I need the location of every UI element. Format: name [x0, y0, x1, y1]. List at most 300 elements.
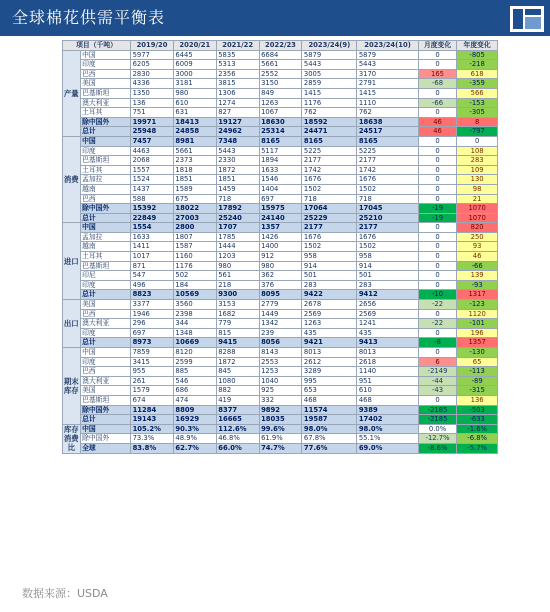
value-cell: 435 [302, 328, 357, 338]
value-cell: 8120 [173, 348, 216, 358]
value-cell: 1633 [131, 232, 174, 242]
value-cell: 1459 [216, 184, 259, 194]
section-label: 出口 [63, 300, 81, 348]
value-cell: 2569 [302, 309, 357, 319]
value-cell: 2656 [357, 300, 419, 310]
table-row [63, 328, 498, 338]
value-cell: 995 [302, 376, 357, 386]
value-cell: 19127 [216, 117, 259, 127]
value-cell: 8165 [302, 136, 357, 146]
value-cell: 2552 [259, 69, 302, 79]
value-cell: 344 [173, 319, 216, 329]
row-label: 中国 [80, 348, 131, 358]
monthly-change-cell: 0 [418, 156, 456, 166]
table-row [63, 165, 498, 175]
value-cell: 25240 [216, 213, 259, 223]
yearly-change-cell: 130 [457, 175, 498, 185]
monthly-change-cell: 0 [418, 271, 456, 281]
value-cell: 3415 [131, 357, 174, 367]
monthly-change-cell: -10 [418, 290, 456, 300]
yearly-change-cell: 65 [457, 357, 498, 367]
yearly-change-cell: -123 [457, 300, 498, 310]
row-label: 巴西 [80, 367, 131, 377]
value-cell: 697 [259, 194, 302, 204]
value-cell: 5443 [302, 60, 357, 70]
value-cell: 2330 [216, 156, 259, 166]
monthly-change-cell: 0 [418, 223, 456, 233]
value-cell: 5443 [216, 146, 259, 156]
section-label: 消费 [63, 136, 81, 222]
value-cell: 1579 [131, 386, 174, 396]
value-cell: 1557 [131, 165, 174, 175]
row-label: 巴基斯坦 [80, 395, 131, 405]
value-cell: 5977 [131, 50, 174, 60]
value-cell: 9422 [302, 290, 357, 300]
value-cell: 474 [173, 395, 216, 405]
value-cell: 283 [302, 280, 357, 290]
table-row [63, 242, 498, 252]
monthly-change-cell: 0 [418, 348, 456, 358]
table-row [63, 223, 498, 233]
column-header: 年度变化 [457, 41, 498, 51]
value-cell: 2800 [173, 223, 216, 233]
value-cell: 3000 [173, 69, 216, 79]
row-label: 巴基斯坦 [80, 88, 131, 98]
yearly-change-cell: 21 [457, 194, 498, 204]
value-cell: 1140 [357, 367, 419, 377]
value-cell: 1524 [131, 175, 174, 185]
monthly-change-cell: 0 [418, 60, 456, 70]
monthly-change-cell: 0 [418, 242, 456, 252]
monthly-change-cell: -22 [418, 300, 456, 310]
yearly-change-cell: -6.8% [457, 434, 498, 444]
yearly-change-cell: -633 [457, 415, 498, 425]
yearly-change-cell: -5.7% [457, 443, 498, 453]
value-cell: 98.0% [357, 424, 419, 434]
value-cell: 8981 [173, 136, 216, 146]
value-cell: 468 [302, 395, 357, 405]
value-cell: 5117 [259, 146, 302, 156]
value-cell: 27003 [173, 213, 216, 223]
monthly-change-cell: 0 [418, 280, 456, 290]
value-cell: 547 [131, 271, 174, 281]
value-cell: 8973 [131, 338, 174, 348]
table-row [63, 319, 498, 329]
table-row [63, 136, 498, 146]
value-cell: 501 [302, 271, 357, 281]
value-cell: 1742 [302, 165, 357, 175]
value-cell: 958 [357, 252, 419, 262]
value-cell: 5879 [357, 50, 419, 60]
value-cell: 98.0% [302, 424, 357, 434]
value-cell: 376 [259, 280, 302, 290]
value-cell: 762 [357, 108, 419, 118]
value-cell: 18022 [173, 204, 216, 214]
value-cell: 8377 [216, 405, 259, 415]
value-cell: 1785 [216, 232, 259, 242]
value-cell: 25314 [259, 127, 302, 137]
value-cell: 2612 [302, 357, 357, 367]
value-cell: 11574 [302, 405, 357, 415]
section-label: 进口 [63, 223, 81, 300]
value-cell: 610 [173, 98, 216, 108]
value-cell: 1241 [357, 319, 419, 329]
value-cell: 17402 [357, 415, 419, 425]
value-cell: 24471 [302, 127, 357, 137]
row-label: 巴西 [80, 69, 131, 79]
value-cell: 6205 [131, 60, 174, 70]
row-label: 中国 [80, 223, 131, 233]
yearly-change-cell: 196 [457, 328, 498, 338]
value-cell: 6009 [173, 60, 216, 70]
value-cell: 3153 [216, 300, 259, 310]
table-row [63, 232, 498, 242]
value-cell: 871 [131, 261, 174, 271]
table-row [63, 146, 498, 156]
yearly-change-cell: -305 [457, 108, 498, 118]
value-cell: 5225 [357, 146, 419, 156]
row-label: 除中国外 [80, 405, 131, 415]
value-cell: 1894 [259, 156, 302, 166]
row-label: 印度 [80, 60, 131, 70]
row-label: 孟加拉 [80, 175, 131, 185]
value-cell: 1426 [259, 232, 302, 242]
supply-demand-table [62, 40, 498, 454]
value-cell: 218 [216, 280, 259, 290]
monthly-change-cell: 0 [418, 165, 456, 175]
value-cell: 1415 [302, 88, 357, 98]
column-header: 月度变化 [418, 41, 456, 51]
value-cell: 779 [216, 319, 259, 329]
row-label: 土耳其 [80, 165, 131, 175]
value-cell: 332 [259, 395, 302, 405]
value-cell: 1818 [173, 165, 216, 175]
row-label: 中国 [80, 50, 131, 60]
value-cell: 8165 [259, 136, 302, 146]
value-cell: 1707 [216, 223, 259, 233]
value-cell: 9415 [216, 338, 259, 348]
value-cell: 1348 [173, 328, 216, 338]
table-row [63, 271, 498, 281]
table-row [63, 175, 498, 185]
value-cell: 914 [302, 261, 357, 271]
row-label: 土耳其 [80, 108, 131, 118]
yearly-change-cell: 109 [457, 165, 498, 175]
monthly-change-cell: -66 [418, 98, 456, 108]
row-label: 越南 [80, 184, 131, 194]
value-cell: 496 [131, 280, 174, 290]
value-cell: 16665 [216, 415, 259, 425]
page-title: 全球棉花供需平衡表 [12, 8, 166, 27]
value-cell: 1872 [216, 165, 259, 175]
value-cell: 1415 [357, 88, 419, 98]
value-cell: 8013 [357, 348, 419, 358]
row-label: 印度 [80, 146, 131, 156]
value-cell: 5443 [357, 60, 419, 70]
value-cell: 74.7% [259, 443, 302, 453]
table-row [63, 280, 498, 290]
table-row [63, 98, 498, 108]
monthly-change-cell: -22 [418, 319, 456, 329]
value-cell: 19971 [131, 117, 174, 127]
value-cell: 2678 [302, 300, 357, 310]
table-row [63, 348, 498, 358]
value-cell: 3181 [173, 79, 216, 89]
value-cell: 25229 [302, 213, 357, 223]
value-cell: 546 [173, 376, 216, 386]
value-cell: 9892 [259, 405, 302, 415]
row-label: 全球 [80, 443, 131, 453]
value-cell: 1110 [357, 98, 419, 108]
value-cell: 501 [357, 271, 419, 281]
yearly-change-cell: -359 [457, 79, 498, 89]
yearly-change-cell: -797 [457, 127, 498, 137]
yearly-change-cell: 1070 [457, 204, 498, 214]
value-cell: 90.3% [173, 424, 216, 434]
monthly-change-cell: -44 [418, 376, 456, 386]
monthly-change-cell: 0 [418, 88, 456, 98]
value-cell: 55.1% [357, 434, 419, 444]
value-cell: 1554 [131, 223, 174, 233]
monthly-change-cell: 46 [418, 117, 456, 127]
yearly-change-cell: 1357 [457, 338, 498, 348]
value-cell: 1274 [216, 98, 259, 108]
value-cell: 136 [131, 98, 174, 108]
value-cell: 1502 [357, 242, 419, 252]
monthly-change-cell: 0 [418, 194, 456, 204]
value-cell: 718 [357, 194, 419, 204]
row-label: 除中国外 [80, 204, 131, 214]
value-cell: 22849 [131, 213, 174, 223]
monthly-change-cell: 0 [418, 328, 456, 338]
value-cell: 2791 [357, 79, 419, 89]
table-row [63, 127, 498, 137]
value-cell: 631 [173, 108, 216, 118]
yearly-change-cell: -66 [457, 261, 498, 271]
value-cell: 1807 [173, 232, 216, 242]
value-cell: 3150 [259, 79, 302, 89]
value-cell: 1342 [259, 319, 302, 329]
value-cell: 7457 [131, 136, 174, 146]
yearly-change-cell: -153 [457, 98, 498, 108]
table-row [63, 443, 498, 453]
value-cell: 17064 [302, 204, 357, 214]
row-label: 巴基斯坦 [80, 156, 131, 166]
value-cell: 24517 [357, 127, 419, 137]
monthly-change-cell: 0 [418, 232, 456, 242]
value-cell: 588 [131, 194, 174, 204]
section-label: 库存消费比 [63, 425, 79, 453]
table-row [63, 108, 498, 118]
value-cell: 1176 [302, 98, 357, 108]
value-cell: 1357 [259, 223, 302, 233]
table-row [63, 194, 498, 204]
value-cell: 362 [259, 271, 302, 281]
value-cell: 24858 [173, 127, 216, 137]
value-cell: 1411 [131, 242, 174, 252]
monthly-change-cell: 0 [418, 252, 456, 262]
column-header: 2021/22 [216, 41, 259, 51]
table-row [63, 367, 498, 377]
value-cell: 2618 [357, 357, 419, 367]
yearly-change-cell: -1.6% [457, 424, 498, 434]
value-cell: 1946 [131, 309, 174, 319]
yearly-change-cell: 93 [457, 242, 498, 252]
value-cell: 9413 [357, 338, 419, 348]
value-cell: 25210 [357, 213, 419, 223]
value-cell: 3170 [357, 69, 419, 79]
value-cell: 1589 [173, 184, 216, 194]
table-row [63, 50, 498, 60]
row-label: 总计 [80, 290, 131, 300]
value-cell: 1160 [173, 252, 216, 262]
monthly-change-cell: -8.6% [418, 443, 456, 453]
table-header [63, 41, 498, 51]
monthly-change-cell: 0 [418, 261, 456, 271]
value-cell: 815 [216, 328, 259, 338]
value-cell: 1633 [259, 165, 302, 175]
value-cell: 19587 [302, 415, 357, 425]
value-cell: 686 [173, 386, 216, 396]
value-cell: 3289 [302, 367, 357, 377]
monthly-change-cell: -43 [418, 386, 456, 396]
value-cell: 1404 [259, 184, 302, 194]
value-cell: 8143 [259, 348, 302, 358]
value-cell: 6445 [173, 50, 216, 60]
value-cell: 7859 [131, 348, 174, 358]
value-cell: 184 [173, 280, 216, 290]
row-label: 总计 [80, 213, 131, 223]
value-cell: 419 [216, 395, 259, 405]
yearly-change-cell: 136 [457, 395, 498, 405]
value-cell: 435 [357, 328, 419, 338]
value-cell: 2553 [259, 357, 302, 367]
row-label: 美国 [80, 300, 131, 310]
value-cell: 912 [259, 252, 302, 262]
table-header-row [63, 41, 498, 51]
row-label: 孟加拉 [80, 232, 131, 242]
supply-demand-table-container [62, 40, 498, 454]
value-cell: 980 [259, 261, 302, 271]
value-cell: 66.0% [216, 443, 259, 453]
column-header: 2022/23 [259, 41, 302, 51]
value-cell: 11284 [131, 405, 174, 415]
table-row [63, 376, 498, 386]
row-label: 印度 [80, 357, 131, 367]
value-cell: 885 [173, 367, 216, 377]
data-source: 数据来源：USDA [22, 587, 108, 600]
monthly-change-cell: -8 [418, 338, 456, 348]
value-cell: 1502 [302, 184, 357, 194]
table-row [63, 415, 498, 425]
value-cell: 15392 [131, 204, 174, 214]
row-label: 越南 [80, 242, 131, 252]
page-header [0, 0, 550, 36]
value-cell: 24140 [259, 213, 302, 223]
value-cell: 17045 [357, 204, 419, 214]
value-cell: 15975 [259, 204, 302, 214]
value-cell: 1176 [173, 261, 216, 271]
value-cell: 18592 [302, 117, 357, 127]
yearly-change-cell: 1317 [457, 290, 498, 300]
value-cell: 1676 [357, 232, 419, 242]
value-cell: 1851 [216, 175, 259, 185]
value-cell: 1067 [259, 108, 302, 118]
value-cell: 1502 [357, 184, 419, 194]
table-row [63, 261, 498, 271]
monthly-change-cell: 46 [418, 127, 456, 137]
table-row [63, 405, 498, 415]
value-cell: 1851 [173, 175, 216, 185]
value-cell: 1437 [131, 184, 174, 194]
value-cell: 296 [131, 319, 174, 329]
value-cell: 561 [216, 271, 259, 281]
value-cell: 1676 [302, 232, 357, 242]
value-cell: 8095 [259, 290, 302, 300]
value-cell: 8013 [302, 348, 357, 358]
table-row [63, 357, 498, 367]
value-cell: 261 [131, 376, 174, 386]
value-cell: 10569 [173, 290, 216, 300]
monthly-change-cell: 0 [418, 108, 456, 118]
table-row [63, 309, 498, 319]
row-label: 除中国外 [80, 117, 131, 127]
yearly-change-cell: 139 [457, 271, 498, 281]
table-row [63, 290, 498, 300]
value-cell: 882 [216, 386, 259, 396]
table-row [63, 434, 498, 444]
value-cell: 7348 [216, 136, 259, 146]
monthly-change-cell: 0 [418, 146, 456, 156]
table-row [63, 79, 498, 89]
value-cell: 762 [302, 108, 357, 118]
row-label: 中国 [80, 424, 131, 434]
value-cell: 675 [173, 194, 216, 204]
row-label: 印度 [80, 328, 131, 338]
table-row [63, 117, 498, 127]
yearly-change-cell: 8 [457, 117, 498, 127]
value-cell: 6684 [259, 50, 302, 60]
value-cell: 925 [259, 386, 302, 396]
value-cell: 1040 [259, 376, 302, 386]
monthly-change-cell: -2185 [418, 405, 456, 415]
monthly-change-cell: 165 [418, 69, 456, 79]
row-label: 巴基斯坦 [80, 261, 131, 271]
value-cell: 19143 [131, 415, 174, 425]
value-cell: 73.3% [131, 434, 174, 444]
value-cell: 9412 [357, 290, 419, 300]
value-cell: 18413 [173, 117, 216, 127]
value-cell: 48.9% [173, 434, 216, 444]
yearly-change-cell: 98 [457, 184, 498, 194]
column-header: 2023/24(10) [357, 41, 419, 51]
table-row [63, 338, 498, 348]
value-cell: 4336 [131, 79, 174, 89]
value-cell: 2859 [302, 79, 357, 89]
value-cell: 1444 [216, 242, 259, 252]
yearly-change-cell: 0 [457, 136, 498, 146]
value-cell: 5225 [302, 146, 357, 156]
value-cell: 8288 [216, 348, 259, 358]
value-cell: 1350 [131, 88, 174, 98]
value-cell: 61.9% [259, 434, 302, 444]
monthly-change-cell: -19 [418, 213, 456, 223]
monthly-change-cell: 0 [418, 136, 456, 146]
value-cell: 16929 [173, 415, 216, 425]
row-label: 美国 [80, 386, 131, 396]
table-row [63, 300, 498, 310]
row-label: 土耳其 [80, 252, 131, 262]
